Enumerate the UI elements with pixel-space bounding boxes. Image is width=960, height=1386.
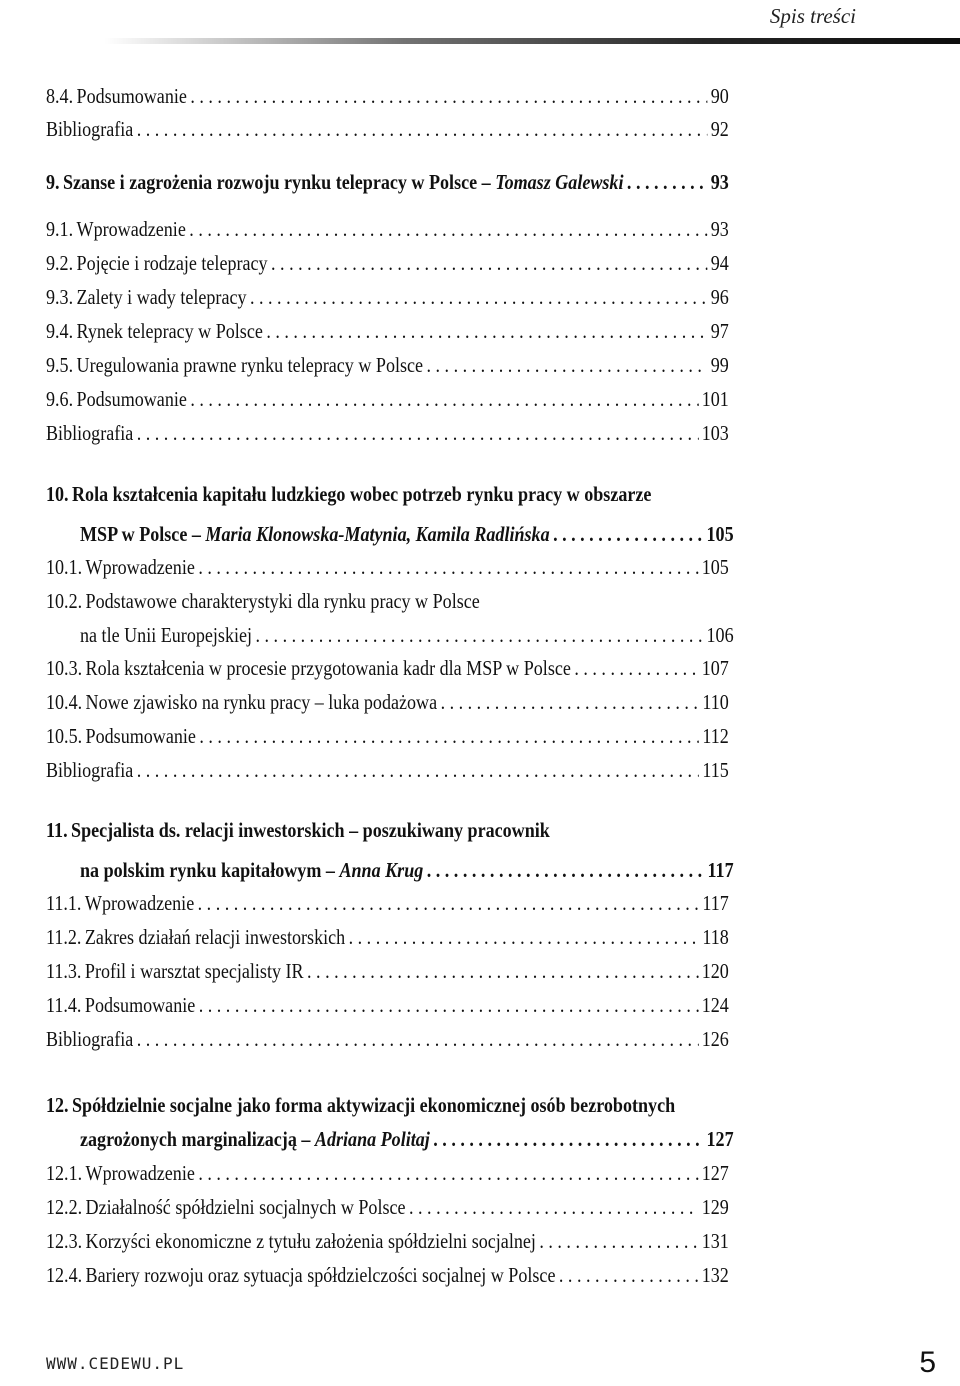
dot-leader [409, 1191, 698, 1223]
toc-title [77, 247, 268, 279]
toc-entry [46, 652, 729, 684]
toc-title [86, 1157, 195, 1189]
toc-page: 93 [710, 170, 729, 194]
toc-title-text: na polskim rynku kapitałowym – [80, 858, 340, 882]
toc-page: 132 [701, 1263, 729, 1287]
toc-number: 9.5. [46, 353, 74, 377]
toc-number: 9.4. [46, 319, 74, 343]
toc-chapter [46, 478, 729, 510]
dot-leader [137, 754, 699, 786]
dot-leader [441, 686, 699, 718]
toc-number: 10.4. [46, 690, 83, 714]
toc-entry [46, 1023, 729, 1055]
toc-entry [46, 1191, 729, 1223]
toc-title-text: Zalety i wady telepracy [76, 285, 247, 309]
toc-title [77, 349, 424, 381]
toc-entry [46, 349, 729, 381]
toc-title-text: Podsumowanie [76, 84, 187, 108]
toc-title [77, 281, 247, 313]
toc-title [80, 854, 423, 886]
toc-title [86, 720, 196, 752]
toc-page: 129 [701, 1195, 729, 1219]
dot-leader [137, 1023, 699, 1055]
toc-title [86, 551, 195, 583]
dot-leader [307, 955, 698, 987]
toc-title [77, 80, 187, 112]
toc-entry [80, 619, 734, 651]
toc-title [86, 652, 571, 684]
toc-page: 97 [710, 319, 729, 343]
toc-page: 106 [706, 623, 734, 647]
toc-number: 12.3. [46, 1229, 83, 1253]
dot-leader [574, 652, 698, 684]
toc-number: 12. [46, 1093, 69, 1117]
toc-title-text: Wprowadzenie [85, 555, 195, 579]
toc-title-text: Rynek telepracy w Polsce [76, 319, 263, 343]
toc-number: 10.5. [46, 724, 83, 748]
toc-page: 124 [701, 993, 729, 1017]
toc-number: 9.1. [46, 217, 74, 241]
toc-entry [46, 754, 729, 786]
dot-leader [198, 1157, 698, 1189]
toc-number: 12.1. [46, 1161, 83, 1185]
toc-title [77, 213, 186, 245]
toc-entry [46, 955, 729, 987]
toc-page: 96 [710, 285, 729, 309]
dot-leader [198, 887, 699, 919]
toc-title [80, 518, 550, 550]
toc-title-text: Zakres działań relacji inwestorskich [84, 925, 346, 949]
toc-title-text: Bariery rozwoju oraz sytuacja spółdzielczości socjalnej w Polsce [85, 1263, 556, 1287]
toc-title-text: Wprowadzenie [85, 1161, 195, 1185]
toc-title [86, 1191, 406, 1223]
toc-number: 10. [46, 482, 69, 506]
toc-title-text: Podsumowanie [84, 993, 196, 1017]
dot-leader [250, 281, 707, 313]
toc-title [86, 1259, 556, 1291]
dot-leader [433, 1123, 703, 1155]
toc-entry [46, 213, 729, 245]
toc-title [86, 585, 480, 617]
toc-number: 9. [46, 170, 60, 194]
toc-title [46, 417, 133, 449]
toc-entry [46, 80, 729, 112]
footer-url: WWW.CEDEWU.PL [46, 1354, 185, 1373]
toc-title [85, 989, 195, 1021]
toc-entry [46, 1225, 729, 1257]
dot-leader [427, 854, 704, 886]
toc-title-text: Specjalista ds. relacji inwestorskich – poszukiwany pracownik [71, 818, 550, 842]
dot-leader [199, 720, 699, 752]
dot-leader [266, 315, 707, 347]
toc-number: 8.4. [46, 84, 74, 108]
toc-title-text: Pojęcie i rodzaje telepracy [76, 251, 268, 275]
toc-number: 11.1. [46, 891, 82, 915]
dot-leader [137, 113, 708, 145]
toc-title [80, 1123, 430, 1155]
toc-title-text: Bibliografia [46, 758, 134, 782]
toc-title [46, 1023, 133, 1055]
toc-number: 10.1. [46, 555, 83, 579]
toc-title-text: Podstawowe charakterystyki dla rynku pracy w Polsce [85, 589, 480, 613]
toc-title-text: Korzyści ekonomiczne z tytułu założenia spółdzielni socjalnej [85, 1229, 536, 1253]
toc-title [46, 113, 133, 145]
dot-leader [271, 247, 707, 279]
toc-page: 92 [710, 117, 729, 141]
toc-entry [46, 383, 729, 415]
toc-title [85, 955, 304, 987]
toc-entry [46, 113, 729, 145]
toc-title [72, 1089, 675, 1121]
toc-page: 127 [706, 1127, 734, 1151]
page-number: 5 [919, 1346, 936, 1379]
toc-title [72, 478, 651, 510]
toc-title [63, 166, 624, 198]
dot-leader [627, 166, 707, 198]
toc-title-text: Podsumowanie [85, 724, 196, 748]
toc-entry [46, 247, 729, 279]
toc-entry [46, 551, 729, 583]
toc-entry [46, 1157, 729, 1189]
toc-page: 99 [710, 353, 729, 377]
toc-chapter [46, 1089, 729, 1121]
toc-page: 131 [701, 1229, 729, 1253]
toc-title [46, 754, 133, 786]
dot-leader [553, 518, 703, 550]
toc-entry [46, 1259, 729, 1291]
toc-title-text: Bibliografia [46, 1027, 134, 1051]
dot-leader [559, 1259, 698, 1291]
toc-title-text: Podsumowanie [76, 387, 187, 411]
toc-page: 90 [710, 84, 729, 108]
dot-leader [255, 619, 703, 651]
toc-entry [46, 686, 729, 718]
toc-entry [46, 417, 729, 449]
toc-page: 107 [701, 656, 729, 680]
dot-leader [189, 213, 707, 245]
toc-entry [46, 720, 729, 752]
toc-chapter [46, 166, 729, 198]
toc-number: 12.2. [46, 1195, 83, 1219]
toc-title [77, 383, 187, 415]
toc-author: Adriana Politaj [314, 1127, 430, 1151]
toc-author: Anna Krug [339, 858, 424, 882]
toc-number: 9.6. [46, 387, 74, 411]
toc-page: 127 [701, 1161, 729, 1185]
toc-title [85, 921, 345, 953]
toc-title [80, 619, 252, 651]
toc-title-text: Bibliografia [46, 117, 134, 141]
toc-title-text: Działalność spółdzielni socjalnych w Polsce [85, 1195, 406, 1219]
toc-entry [46, 921, 729, 953]
toc-page: 120 [701, 959, 729, 983]
toc-page: 101 [701, 387, 729, 411]
toc-page: 94 [710, 251, 729, 275]
toc-page: 105 [701, 555, 729, 579]
toc-title-text: Szanse i zagrożenia rozwoju rynku telepracy w Polsce – [62, 170, 496, 194]
toc-number: 10.2. [46, 589, 83, 613]
toc-title-text: Profil i warsztat specjalisty IR [84, 959, 304, 983]
toc-chapter [80, 518, 734, 550]
toc-chapter [80, 854, 734, 886]
toc-author: Tomasz Galewski [495, 170, 624, 194]
toc-page: 117 [702, 891, 729, 915]
toc-page: 126 [701, 1027, 729, 1051]
toc-entry [46, 315, 729, 347]
toc-title-text: Bibliografia [46, 421, 134, 445]
toc-title-text: na tle Unii Europejskiej [80, 623, 253, 647]
toc-title-text: Wprowadzenie [76, 217, 186, 241]
dot-leader [190, 383, 698, 415]
toc-title-text: Wprowadzenie [84, 891, 195, 915]
toc-title [86, 686, 438, 718]
toc-chapter [46, 814, 729, 846]
toc-number: 11.4. [46, 993, 82, 1017]
toc-title-text: MSP w Polsce – [80, 522, 206, 546]
toc-page: 93 [710, 217, 729, 241]
toc-title [85, 887, 194, 919]
toc-number: 11.3. [46, 959, 82, 983]
toc-page: 117 [707, 858, 734, 882]
toc-title-text: Rola kształcenia kapitału ludzkiego wobec potrzeb rynku pracy w obszarze [72, 482, 652, 506]
toc-entry [46, 281, 729, 313]
toc-number: 9.3. [46, 285, 74, 309]
toc-author: Maria Klonowska-Matynia, Kamila Radlińska [205, 522, 550, 546]
dot-leader [190, 80, 707, 112]
dot-leader [199, 989, 699, 1021]
toc-title [77, 315, 263, 347]
toc-page: 118 [702, 925, 729, 949]
toc-number: 12.4. [46, 1263, 83, 1287]
toc-title [71, 814, 550, 846]
toc-number: 11. [46, 818, 68, 842]
toc-number: 9.2. [46, 251, 74, 275]
toc-entry [46, 887, 729, 919]
running-head: Spis treści [769, 4, 856, 28]
dot-leader [426, 349, 707, 381]
dot-leader [539, 1225, 698, 1257]
toc-title-text: zagrożonych marginalizacją – [80, 1127, 315, 1151]
dot-leader [349, 921, 699, 953]
toc-title [86, 1225, 536, 1257]
toc-number: 11.2. [46, 925, 82, 949]
toc-page: 103 [701, 421, 729, 445]
toc-entry [46, 585, 729, 617]
dot-leader [198, 551, 698, 583]
toc-number: 10.3. [46, 656, 83, 680]
toc-page: 110 [702, 690, 729, 714]
toc-page: 112 [702, 724, 729, 748]
toc-title-text: Uregulowania prawne rynku telepracy w Polsce [76, 353, 424, 377]
toc-page: 105 [706, 522, 734, 546]
toc-title-text: Rola kształcenia w procesie przygotowania kadr dla MSP w Polsce [85, 656, 571, 680]
toc-title-text: Spółdzielnie socjalne jako forma aktywizacji ekonomicznej osób bezrobotnych [72, 1093, 676, 1117]
toc-entry [46, 989, 729, 1021]
dot-leader [137, 417, 699, 449]
toc-page: 115 [702, 758, 729, 782]
toc-title-text: Nowe zjawisko na rynku pracy – luka podażowa [85, 690, 438, 714]
toc-chapter [80, 1123, 734, 1155]
